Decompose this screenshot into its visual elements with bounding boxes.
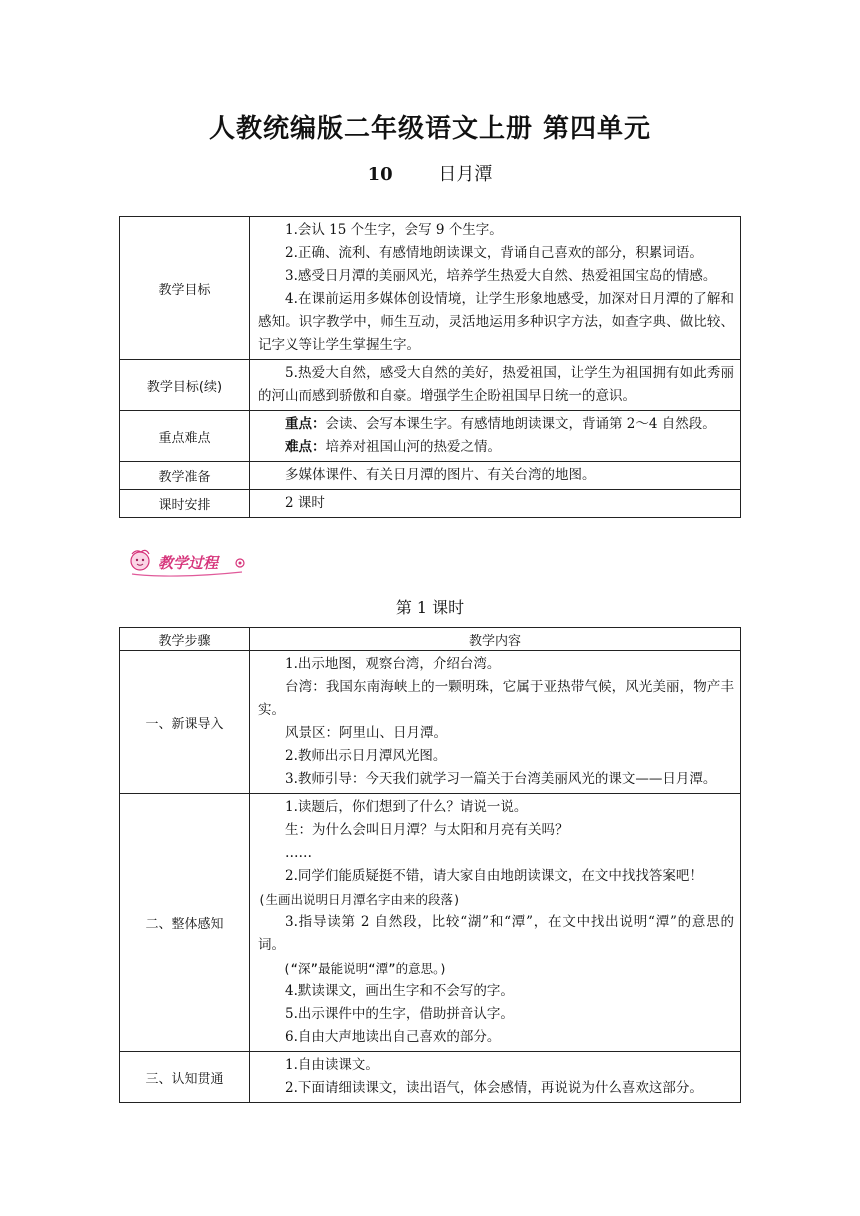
key-point-line <box>258 413 734 436</box>
content-line: 6.自由大声地读出自己喜欢的部分。 <box>285 1029 501 1045</box>
row-label-preparation: 教学准备 <box>120 462 250 490</box>
step-content <box>250 1052 741 1103</box>
page-title: 人教统编版二年级语文上册 第四单元 <box>208 114 652 144</box>
overview-table <box>119 216 741 518</box>
column-header-content: 教学内容 <box>250 628 741 651</box>
row-label-schedule: 课时安排 <box>120 490 250 518</box>
preparation-line: 多媒体课件、有关日月潭的图片、有关台湾的地图。 <box>285 467 596 483</box>
goals-content <box>250 217 741 360</box>
lesson-heading: 第 1 课时 <box>395 598 465 617</box>
content-line: 3.教师引导：今天我们就学习一篇关于台湾美丽风光的课文——日月潭。 <box>285 771 717 787</box>
content-line: 1.出示地图，观察台湾，介绍台湾。 <box>285 656 501 672</box>
lesson-number: 10 <box>367 164 393 185</box>
table-row <box>120 411 741 462</box>
step-content <box>250 651 741 794</box>
table-header-row <box>120 628 741 651</box>
hard-point-line <box>258 436 734 459</box>
content-line: …… <box>285 845 312 861</box>
table-row <box>120 217 741 360</box>
content-line: (“深”最能说明“潭”的意思。) <box>283 961 447 976</box>
hard-label: 难点： <box>285 439 326 455</box>
preparation-content <box>250 462 741 490</box>
step-label: 三、认知贯通 <box>120 1052 250 1103</box>
table-row <box>120 462 741 490</box>
lesson-name: 日月潭 <box>438 164 493 185</box>
step-label: 一、新课导入 <box>120 651 250 794</box>
content-line: 2.同学们能质疑挺不错，请大家自由地朗读课文，在文中找找答案吧！ <box>285 868 703 884</box>
content-line: 台湾：我国东南海峡上的一颗明珠，它属于亚热带气候，风光美丽，物产丰实。 <box>258 679 734 718</box>
content-line: 生：为什么会叫日月潭？与太阳和月亮有关吗？ <box>285 822 569 838</box>
content-line: 1.读题后，你们想到了什么？请说一说。 <box>285 799 528 815</box>
table-row <box>120 794 741 1052</box>
goals-cont-content <box>250 360 741 411</box>
key-text: 会读、会写本课生字。有感情地朗读课文，背诵第 2～4 自然段。 <box>325 416 716 432</box>
content-line: 1.自由读课文。 <box>285 1057 379 1073</box>
lesson-title <box>0 160 860 186</box>
banner-text: 教学过程 <box>158 554 219 572</box>
content-line: 2.下面请细读课文，读出语气，体会感情，再说说为什么喜欢这部分。 <box>285 1080 703 1096</box>
goal-line: 2.正确、流利、有感情地朗读课文，背诵自己喜欢的部分，积累词语。 <box>285 245 703 261</box>
key-label: 重点： <box>285 416 326 432</box>
table-row <box>120 651 741 794</box>
process-table <box>119 627 741 1103</box>
teaching-process-banner <box>124 548 250 578</box>
row-label-goals: 教学目标 <box>120 217 250 360</box>
step-label: 二、整体感知 <box>120 794 250 1052</box>
step-content <box>250 794 741 1052</box>
table-row <box>120 360 741 411</box>
content-line: 风景区：阿里山、日月潭。 <box>285 725 447 741</box>
banner-graphic <box>124 548 250 578</box>
schedule-content <box>250 490 741 518</box>
content-line: 3.指导读第 2 自然段，比较“湖”和“潭”，在文中找出说明“潭”的意思的词。 <box>258 914 734 953</box>
schedule-line: 2 课时 <box>285 495 325 511</box>
content-line: 4.默读课文，画出生字和不会写的字。 <box>285 983 514 999</box>
row-label-key-points: 重点难点 <box>120 411 250 462</box>
content-line: 5.出示课件中的生字，借助拼音认字。 <box>285 1006 514 1022</box>
key-points-content <box>250 411 741 462</box>
content-line: 2.教师出示日月潭风光图。 <box>285 748 447 764</box>
goal-line: 4.在课前运用多媒体创设情境，让学生形象地感受，加深对日月潭的了解和感知。识字教学中，师生互动，灵活地运用多种识字方法，如查字典、做比较、记字义等让学生掌握生字。 <box>258 291 734 353</box>
row-label-goals-cont: 教学目标(续) <box>120 360 250 411</box>
content-line: (生画出说明日月潭名字由来的段落) <box>258 892 461 907</box>
table-row <box>120 490 741 518</box>
goal-line: 1.会认 15 个生字，会写 9 个生字。 <box>285 222 503 238</box>
table-row <box>120 1052 741 1103</box>
column-header-step: 教学步骤 <box>120 628 250 651</box>
cartoon-face-icon <box>131 552 149 570</box>
goal-line: 3.感受日月潭的美丽风光，培养学生热爱大自然、热爱祖国宝岛的情感。 <box>285 268 717 284</box>
goal-line: 5.热爱大自然，感受大自然的美好，热爱祖国，让学生为祖国拥有如此秀丽的河山而感到骄傲和自豪。增强学生企盼祖国早日统一的意识。 <box>258 365 734 404</box>
hard-text: 培养对祖国山河的热爱之情。 <box>325 439 501 455</box>
